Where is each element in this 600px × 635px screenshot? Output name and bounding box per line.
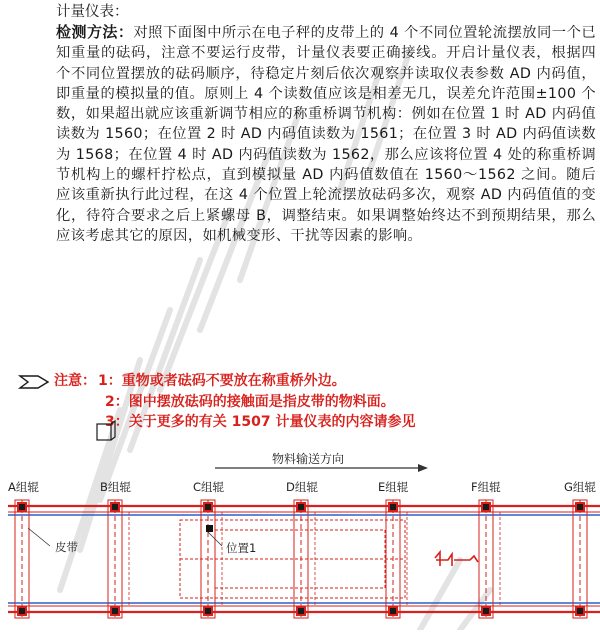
roller-label-e: E组辊: [378, 480, 409, 494]
roller-label-d: D组辊: [286, 480, 318, 494]
section-heading: 计量仪表：: [56, 4, 129, 20]
roller-label-f: F组辊: [471, 480, 501, 494]
roller-label-a: A组辊: [8, 480, 39, 494]
roller-label-g: G组辊: [564, 480, 596, 494]
note-item: 2：图中摆放砝码的接触面是指皮带的物料面。: [105, 393, 395, 410]
roller-label-b: B组辊: [100, 480, 131, 494]
roller-a: [15, 500, 29, 618]
roller-f: [479, 500, 500, 618]
position-1-marker: [206, 525, 213, 532]
method-paragraph: [56, 22, 596, 246]
note-row-2: [18, 392, 598, 413]
conveyor-diagram: [0, 448, 600, 635]
method-label: 检测方法：: [56, 23, 134, 41]
note-item: 3：关于更多的有关 1507 计量仪表的内容请参见: [105, 414, 416, 430]
arrow-head-icon: [418, 464, 428, 472]
belt-edges: [8, 515, 600, 603]
frame-rails: [8, 506, 600, 612]
belt-leader: [28, 528, 50, 546]
roller-b: [108, 500, 129, 618]
position-1-label: 位置1: [226, 541, 257, 555]
note-row-1: [18, 371, 598, 392]
annotation-scribble: [435, 552, 478, 566]
notes-label: 注意：: [54, 373, 96, 389]
belt-label: 皮带: [55, 540, 78, 554]
roller-label-c: C组辊: [193, 480, 225, 494]
weigh-bridge-frame: [180, 520, 405, 598]
checkbox-icon: [96, 420, 118, 444]
method-text: 对照下面图中所示在电子秤的皮带上的 4 个不同位置轮流摆放同一个已知重量的砝码，注意不要运行皮带，计量仪表要正确接线。开启计量仪表，根据四个不同位置摆放的砝码顺序，待稳定片刻后依次观察并读取仪表参数 AD 内码值，即重量的模拟量的值。原则上 4 个读数值应该是相差无几，误差允许范围±100 个数，如果超出就应该重新调节相应的称重桥调节机构：例如在位置 1 时 AD 内码值读数为 1560；在位置 2 时 AD 内码值读数为 1561；在位置 3 时 AD 内码值读数为 1568；在位置 4 时 AD 内码值读数为 1562，那么应该将位置 4 处的称重桥调节机构上的螺杆拧松点，直到模拟量 AD 内码值数值在 1560～1562 之间。随后应该重新执行此过程，在这 4 个位置上轮流摆放砝码多次，观察 AD 内码值值的变化，待符合要求之后上紧螺母 B，调整结束。如果调整始终达不到预期结果，那么应该考虑其它的原因，如机械变形、干扰等因素的影响。: [56, 25, 596, 244]
roller-g: [573, 500, 587, 618]
note-item: 1：重物或者砝码不要放在称重桥外边。: [98, 373, 346, 389]
direction-label: 物料输送方向: [272, 452, 345, 466]
arrow-marker-icon: [18, 374, 54, 390]
